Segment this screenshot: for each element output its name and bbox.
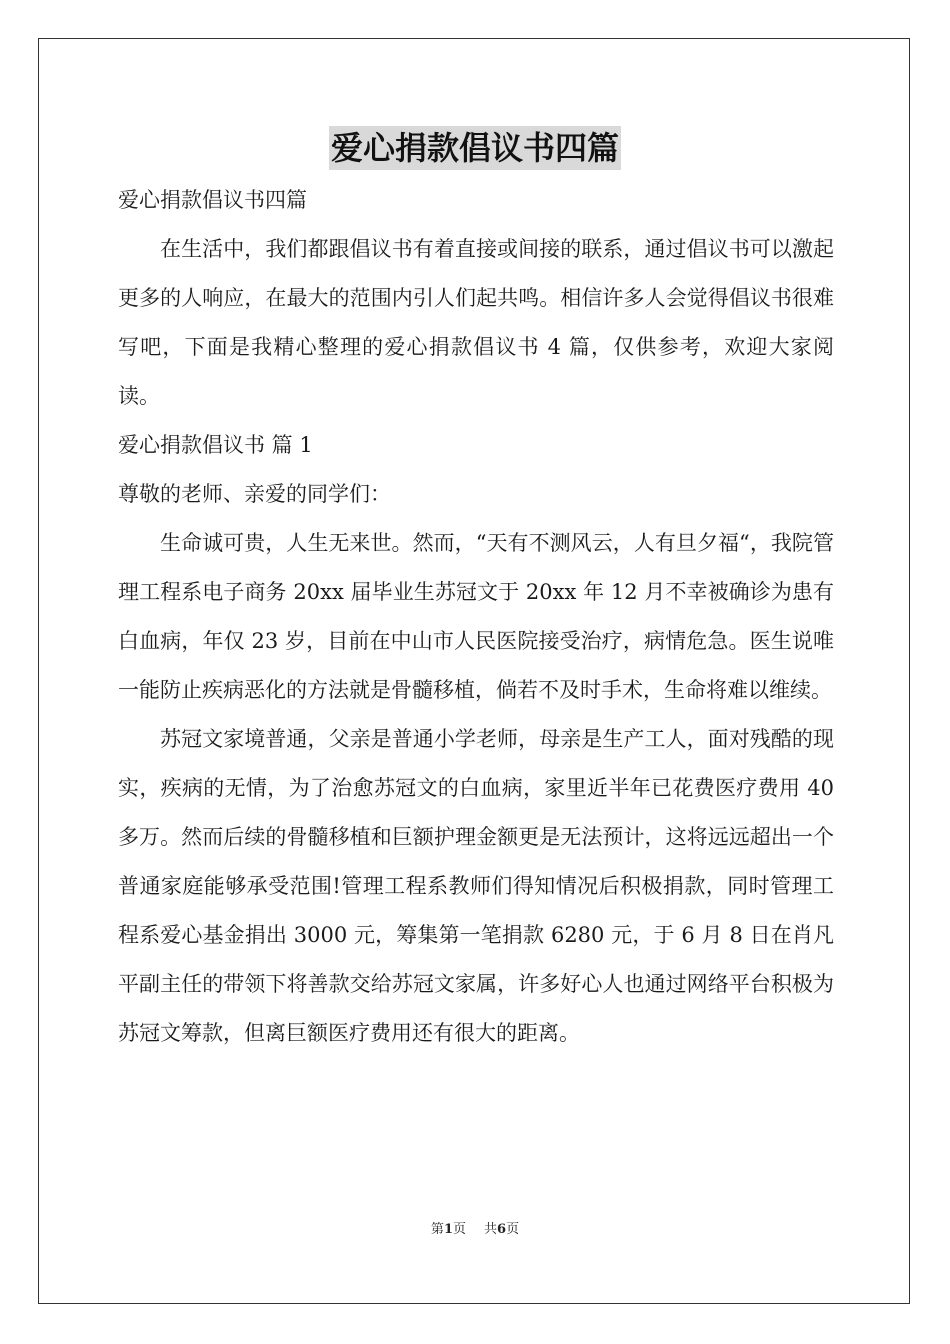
paragraph: 在生活中，我们都跟倡议书有着直接或间接的联系，通过倡议书可以激起更多的人响应，在最大的范围内引人们起共鸣。相信许多人会觉得倡议书很难写吧，下面是我精心整理的爱心捐款倡议书 4 篇，仅供参考，欢迎大家阅读。 [118,237,834,408]
title-container [0,126,950,170]
footer-page-number: 1 [443,1222,453,1237]
paragraph: 爱心捐款倡议书 篇 1 [118,433,313,457]
paragraph: 尊敬的老师、亲爱的同学们： [118,482,391,506]
footer-page-suffix: 页 [452,1222,466,1237]
document-body [118,176,834,1058]
footer-total-suffix: 页 [506,1222,520,1237]
footer-total-prefix: 共 [484,1222,498,1237]
paragraph: 爱心捐款倡议书四篇 [118,188,307,212]
paragraph: 生命诚可贵，人生无来世。然而，“天有不测风云，人有旦夕福“，我院管理工程系电子商务 20xx 届毕业生苏冠文于 20xx 年 12 月不幸被确诊为患有白血病，年仅 23 岁，目前在中山市人民医院接受治疗，病情危急。医生说唯一能防止疾病恶化的方法就是骨髓移植，倘若不及时手术，生命将难以维续。 [118,531,834,702]
page-footer [0,1218,950,1237]
document-title: 爱心捐款倡议书四篇 [329,126,621,170]
footer-total-pages: 6 [497,1222,507,1237]
footer-prefix: 第 [430,1222,444,1237]
paragraph: 苏冠文家境普通，父亲是普通小学老师，母亲是生产工人，面对残酷的现实，疾病的无情，为了治愈苏冠文的白血病，家里近半年已花费医疗费用 40 多万。然而后续的骨髓移植和巨额护理金额更是无法预计，这将远远超出一个普通家庭能够承受范围!管理工程系教师们得知情况后积极捐款，同时管理工程系爱心基金捐出 3000 元，筹集第一笔捐款 6280 元，于 6 月 8 日在肖凡平副主任的带领下将善款交给苏冠文家属，许多好心人也通过网络平台积极为苏冠文筹款，但离巨额医疗费用还有很大的距离。 [118,727,834,1045]
